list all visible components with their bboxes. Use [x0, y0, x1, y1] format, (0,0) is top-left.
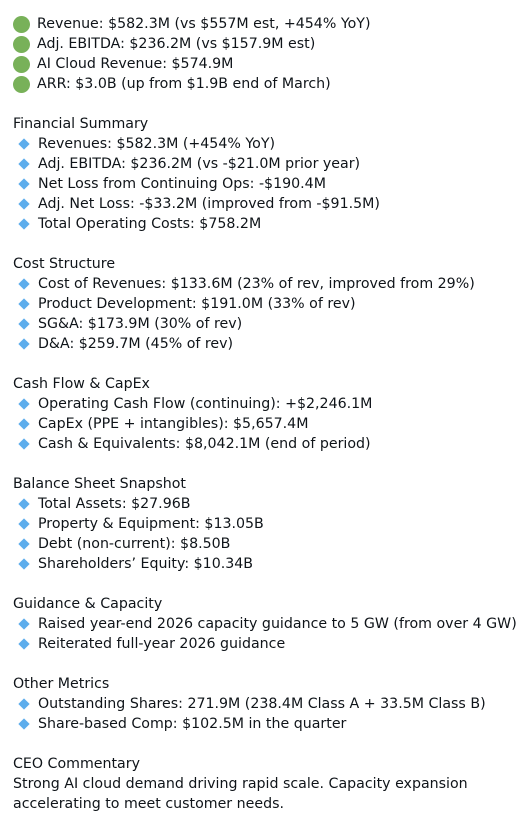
green-circle-icon — [13, 76, 30, 93]
list-item-text: Product Development: $191.0M (33% of rev) — [38, 296, 356, 312]
section-balance-sheet — [13, 474, 523, 574]
list-item — [13, 394, 523, 414]
list-item-text: Outstanding Shares: 271.9M (238.4M Class A + 33.5M Class B) — [38, 696, 486, 712]
blue-diamond-icon — [15, 696, 32, 713]
list-item-text: SG&A: $173.9M (30% of rev) — [38, 316, 243, 332]
list-item-text: Property & Equipment: $13.05B — [38, 516, 264, 532]
blue-diamond-icon — [15, 276, 32, 293]
list-item-text: Share-based Comp: $102.5M in the quarter — [38, 716, 347, 732]
list-item — [13, 414, 523, 434]
list-item — [13, 154, 523, 174]
blue-diamond-icon — [15, 396, 32, 413]
list-item-text: Adj. Net Loss: -$33.2M (improved from -$91.5M) — [38, 196, 380, 212]
section-guidance-capacity — [13, 594, 523, 654]
list-item-text: Total Assets: $27.96B — [38, 496, 191, 512]
list-item — [13, 634, 523, 654]
blue-diamond-icon — [15, 436, 32, 453]
green-circle-icon — [13, 16, 30, 33]
list-item — [13, 274, 523, 294]
blue-diamond-icon — [15, 536, 32, 553]
blue-diamond-icon — [15, 176, 32, 193]
blue-diamond-icon — [15, 716, 32, 733]
blue-diamond-icon — [15, 516, 32, 533]
section-heading: Cost Structure — [13, 256, 116, 272]
blue-diamond-icon — [15, 316, 32, 333]
highlight-item — [13, 34, 523, 54]
list-item-text: D&A: $259.7M (45% of rev) — [38, 336, 234, 352]
list-item-text: Operating Cash Flow (continuing): +$2,246.1M — [38, 396, 373, 412]
list-item — [13, 514, 523, 534]
blue-diamond-icon — [15, 136, 32, 153]
list-item — [13, 614, 523, 634]
section-other-metrics — [13, 674, 523, 734]
list-item — [13, 434, 523, 454]
highlight-text: ARR: $3.0B (up from $1.9B end of March) — [37, 76, 331, 92]
highlight-item — [13, 14, 523, 34]
list-item — [13, 534, 523, 554]
blue-diamond-icon — [15, 336, 32, 353]
list-item — [13, 494, 523, 514]
list-item — [13, 554, 523, 574]
section-heading: Cash Flow & CapEx — [13, 376, 150, 392]
list-item — [13, 134, 523, 154]
list-item-text: Cash & Equivalents: $8,042.1M (end of period) — [38, 436, 371, 452]
section-cost-structure — [13, 254, 523, 354]
list-item-text: Shareholders’ Equity: $10.34B — [38, 556, 254, 572]
section-ceo-commentary — [13, 754, 523, 814]
highlight-text: Revenue: $582.3M (vs $557M est, +454% YoY) — [37, 16, 371, 32]
green-circle-icon — [13, 36, 30, 53]
section-heading: CEO Commentary — [13, 756, 140, 772]
list-item-text: Revenues: $582.3M (+454% YoY) — [38, 136, 276, 152]
list-item-text: Debt (non-current): $8.50B — [38, 536, 231, 552]
section-cash-flow-capex — [13, 374, 523, 454]
blue-diamond-icon — [15, 496, 32, 513]
section-heading: Other Metrics — [13, 676, 110, 692]
list-item — [13, 694, 523, 714]
section-heading: Guidance & Capacity — [13, 596, 163, 612]
section-heading: Balance Sheet Snapshot — [13, 476, 186, 492]
green-circle-icon — [13, 56, 30, 73]
section-heading: Financial Summary — [13, 116, 149, 132]
section-financial-summary — [13, 114, 523, 234]
list-item-text: Adj. EBITDA: $236.2M (vs -$21.0M prior year) — [38, 156, 361, 172]
ceo-commentary-text: Strong AI cloud demand driving rapid scale. Capacity expansion accelerating to meet customer needs. — [13, 776, 468, 812]
list-item — [13, 214, 523, 234]
list-item — [13, 174, 523, 194]
list-item-text: Raised year-end 2026 capacity guidance to 5 GW (from over 4 GW) — [38, 616, 517, 632]
highlight-item — [13, 54, 523, 74]
blue-diamond-icon — [15, 636, 32, 653]
list-item — [13, 194, 523, 214]
blue-diamond-icon — [15, 616, 32, 633]
highlight-text: AI Cloud Revenue: $574.9M — [37, 56, 234, 72]
blue-diamond-icon — [15, 296, 32, 313]
blue-diamond-icon — [15, 196, 32, 213]
blue-diamond-icon — [15, 556, 32, 573]
highlights-list — [13, 14, 523, 94]
list-item-text: Reiterated full-year 2026 guidance — [38, 636, 286, 652]
list-item — [13, 314, 523, 334]
list-item — [13, 714, 523, 734]
list-item-text: CapEx (PPE + intangibles): $5,657.4M — [38, 416, 309, 432]
list-item-text: Net Loss from Continuing Ops: -$190.4M — [38, 176, 326, 192]
list-item — [13, 334, 523, 354]
highlight-text: Adj. EBITDA: $236.2M (vs $157.9M est) — [37, 36, 316, 52]
list-item-text: Cost of Revenues: $133.6M (23% of rev, improved from 29%) — [38, 276, 475, 292]
highlight-item — [13, 74, 523, 94]
blue-diamond-icon — [15, 156, 32, 173]
list-item-text: Total Operating Costs: $758.2M — [38, 216, 262, 232]
list-item — [13, 294, 523, 314]
blue-diamond-icon — [15, 416, 32, 433]
blue-diamond-icon — [15, 216, 32, 233]
